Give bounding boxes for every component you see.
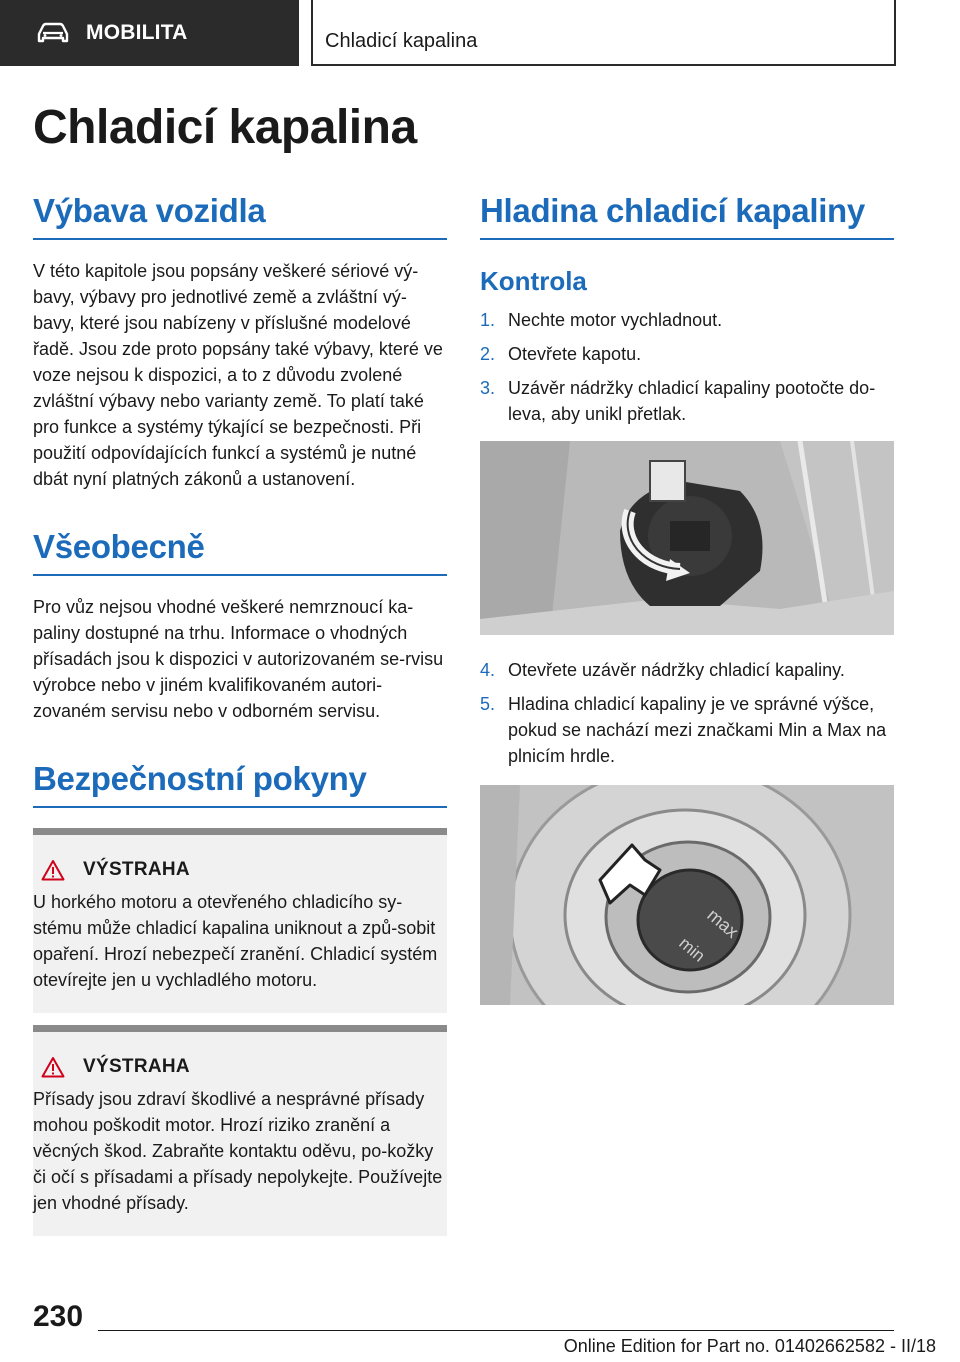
chapter-header — [311, 0, 896, 66]
subheading-kontrola: Kontrola — [480, 266, 587, 296]
heading-vybava: Výbava vozidla — [33, 192, 447, 240]
page-number: 230 — [33, 1300, 84, 1333]
heading-vseobecne: Všeobecně — [33, 528, 447, 576]
vseobecne-text: Pro vůz nejsou vhodné veškeré nemrznoucí ka-paliny dostupné na trhu. Informace o vhodných přísadách jsou k dispozici v autorizovaném se-rvisu výrobce nebo v jiném kvalifikovaném autori-zovaném servisu nebo v odborném servisu. — [33, 597, 444, 721]
steps-list — [480, 657, 894, 769]
chapter-title: Chladicí kapalina — [325, 30, 478, 52]
footer-rule — [98, 1330, 894, 1331]
heading-hladina: Hladina chladicí kapaliny — [480, 192, 894, 240]
car-icon — [36, 22, 70, 44]
warning-text: Přísady jsou zdraví škodlivé a nesprávné přísady mohou poškodit motor. Hrozí riziko zranění a věcných škod. Zabraňte kontaktu oděvu, po-kožky či očí s přísadami a přísady nepolykejte. Používejte jen vhodné přísady. — [33, 1089, 443, 1213]
section-label: MOBILITA — [86, 21, 188, 44]
warning-box — [33, 828, 447, 1013]
vybava-text: V této kapitole jsou popsány veškeré sériové vý-bavy, výbavy pro jednotlivé země a zvláštní vý-bavy, které jsou nabízeny v příslušné modelové řadě. Jsou zde proto popsány také výbavy, které ve voze nejsou k dispozici, a to z důvodu zvolené zvláštní výbavy nebo varianty země. To platí také pro funkce a systémy týkající se bezpečnosti. Při použití odpovídajících funkcí a systémů je nutné dbát nyní platných zákonů a ustanovení. — [33, 261, 443, 489]
left-column — [33, 192, 447, 1236]
heading-bezpecnost: Bezpečnostní pokyny — [33, 760, 447, 808]
warning-text: U horkého motoru a otevřeného chladicího sy-stému může chladicí kapalina uniknout a způ-sobit opaření. Hrozí nebezpečí zranění. Chladicí systém otevírejte jen u vychladlého motoru. — [33, 892, 438, 990]
step-item: 2. Otevřete kapotu. — [480, 344, 642, 364]
edition-note: Online Edition for Part no. 01402662582 - II/18 — [563, 1336, 936, 1356]
coolant-cap-photo — [480, 441, 894, 635]
divider — [311, 0, 313, 66]
step-item: 5. Hladina chladicí kapaliny je ve správné výšce, pokud se nachází mezi značkami Min a Max na plnicím hrdle. — [480, 694, 887, 766]
right-column — [480, 192, 894, 1005]
filler-neck-illustration — [480, 785, 894, 1005]
warning-triangle-icon — [41, 1056, 65, 1078]
page-title: Chladicí kapalina — [33, 101, 417, 154]
step-item: 4. Otevřete uzávěr nádržky chladicí kapaliny. — [480, 660, 845, 680]
coolant-cap-illustration — [480, 441, 894, 635]
warning-title: VÝSTRAHA — [83, 1056, 190, 1077]
step-item: 3. Uzávěr nádržky chladicí kapaliny pootočte do-leva, aby unikl přetlak. — [480, 378, 876, 424]
warning-title: VÝSTRAHA — [83, 859, 190, 880]
max-mark: max — [703, 904, 743, 942]
filler-neck-photo — [480, 785, 894, 1005]
steps-list — [480, 307, 894, 427]
warning-box — [33, 1025, 447, 1236]
section-tab — [0, 0, 299, 66]
warning-triangle-icon — [41, 859, 65, 881]
min-mark: min — [675, 933, 709, 966]
step-item: 1. Nechte motor vychladnout. — [480, 310, 723, 330]
